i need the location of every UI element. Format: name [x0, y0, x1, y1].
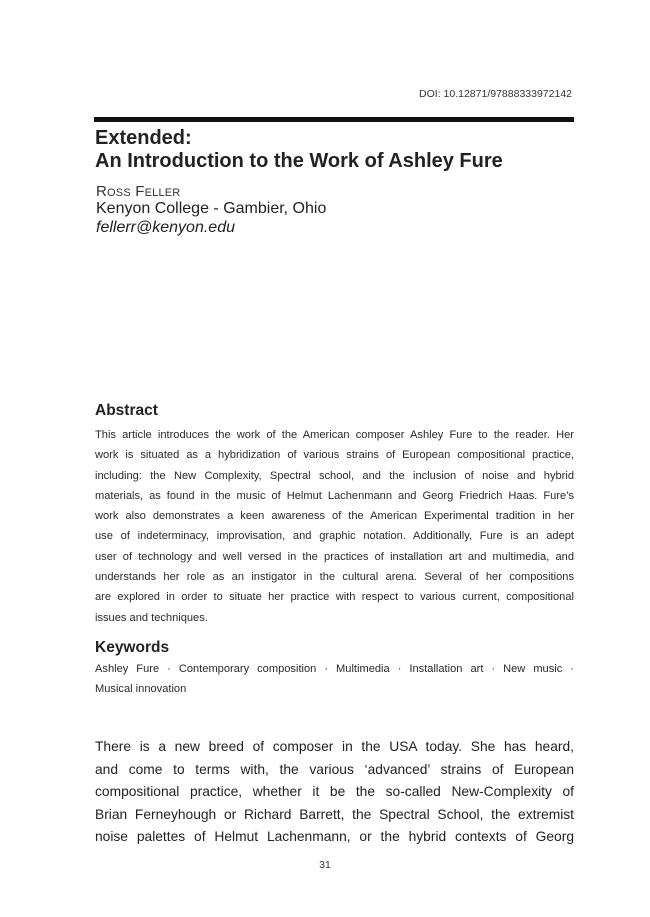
keywords-text [95, 659, 574, 700]
keywords-heading: Keywords [95, 639, 170, 656]
title-rule [94, 117, 574, 122]
page-number: 31 [319, 859, 331, 871]
author-name: Ross Feller [96, 183, 181, 200]
body-text [95, 736, 574, 849]
body-line: and come to terms with, the various ‘advanced’ strains of European [95, 761, 574, 777]
body-line: Brian Ferneyhough or Richard Barrett, the Spectral School, the extremist [95, 806, 574, 822]
author-email: fellerr@kenyon.edu [96, 219, 235, 236]
abstract-line: use of indeterminacy, improvisation, and graphic notation. Additionally, Fure is an adept [95, 530, 574, 543]
article-title [95, 127, 575, 173]
author-affiliation: Kenyon College - Gambier, Ohio [96, 200, 327, 217]
abstract-heading: Abstract [95, 402, 158, 419]
abstract-line: This article introduces the work of the American composer Ashley Fure to the reader. Her [95, 429, 574, 441]
abstract-line: work is situated as a hybridization of various strains of European compositional practice, [95, 449, 574, 462]
abstract-line: issues and techniques. [95, 611, 208, 624]
abstract-line: user of technology and well versed in the practices of installation art and multimedia, and [95, 550, 574, 563]
body-line: There is a new breed of composer in the USA today. She has heard, [95, 739, 574, 754]
abstract-line: materials, as found in the music of Helmut Lachenmann and Georg Friedrich Haas. Fure’s [95, 489, 574, 502]
title-line-1: Extended: [95, 127, 192, 149]
title-line-2: An Introduction to the Work of Ashley Fure [95, 150, 503, 172]
keywords-line: Ashley Fure · Contemporary composition · Multimedia · Installation art · New music · [95, 663, 574, 675]
abstract-line: understands her role as an instigator in the cultural arena. Several of her compositions [95, 571, 574, 584]
abstract-line: are explored in order to situate her practice with respect to various current, compositional [95, 591, 574, 604]
abstract-line: work also demonstrates a keen awareness of the American Experimental tradition in her [95, 510, 574, 523]
keywords-line: Musical innovation [95, 683, 187, 696]
body-line: noise palettes of Helmut Lachenmann, or the hybrid contexts of Georg [95, 829, 574, 844]
abstract-text [95, 425, 574, 628]
doi-label: DOI: 10.12871/97888333972142 [419, 88, 572, 100]
body-line: compositional practice, whether it be the so-called New-Complexity of [95, 784, 574, 799]
abstract-line: including: the New Complexity, Spectral school, and the inclusion of noise and hybrid [95, 469, 574, 482]
